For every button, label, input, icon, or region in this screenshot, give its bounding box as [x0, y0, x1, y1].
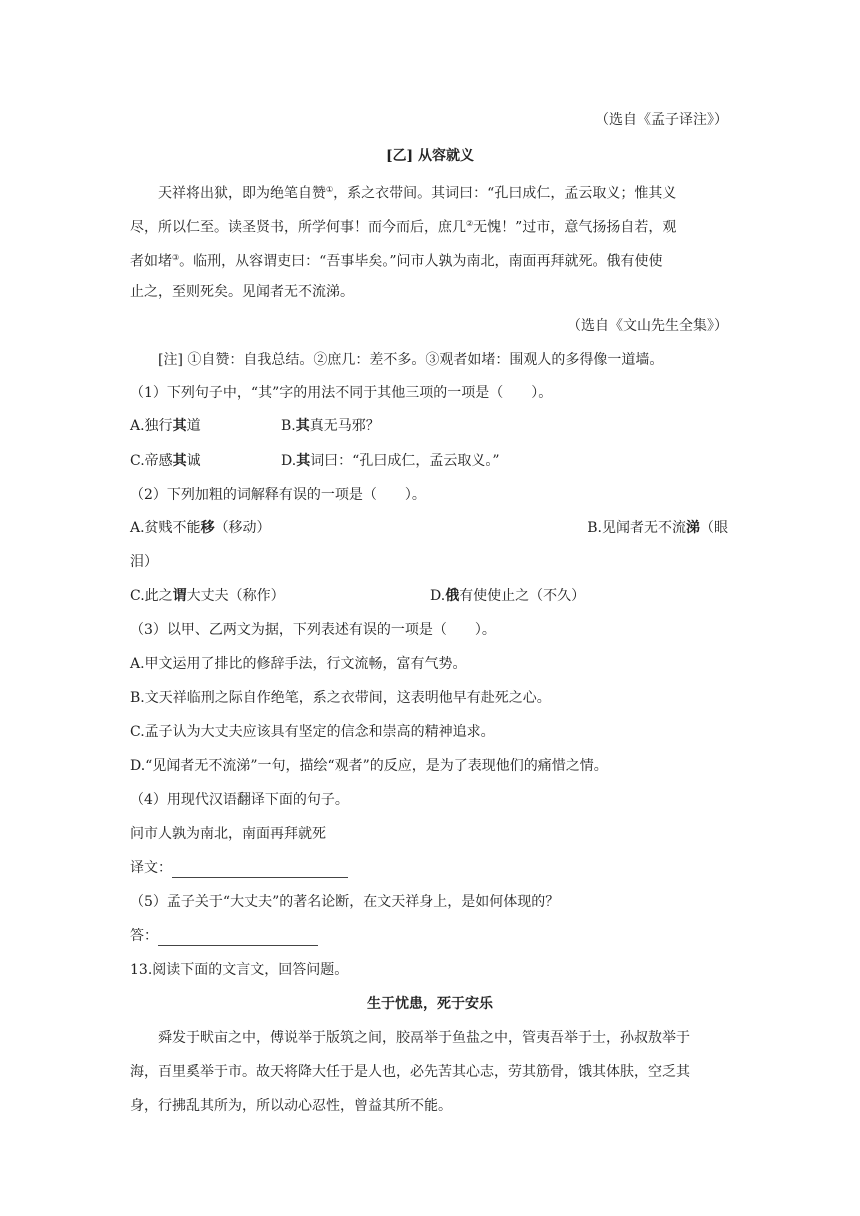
question-1-option-d: D.其词曰：“孔曰成仁，孟云取义。”: [281, 453, 500, 469]
question-1-option-a: A.独行其道: [130, 418, 201, 434]
question-2-option-b-wrap: 泪）: [130, 554, 158, 570]
question-3-option-b: B.文天祥临刑之际自作绝笔，系之衣带间，这表明他早有赴死之心。: [130, 690, 551, 706]
question-4-answer-line: 译文：: [130, 858, 348, 878]
passage-13-line-3: 身，行拂乱其所为，所以动心忍性，曾益其所不能。: [130, 1098, 452, 1114]
passage-yi-line-4: 止之，至则死矣。见闻者无不流涕。: [130, 284, 354, 300]
question-2-option-b: B.见闻者无不流涕（眼: [587, 520, 728, 536]
question-1-option-c: C.帝感其诚: [130, 453, 201, 469]
question-1-stem: （1）下列句子中，“其”字的用法不同于其他三项的一项是（ ）。: [130, 385, 553, 401]
question-3-stem: （3）以甲、乙两文为据，下列表述有误的一项是（ ）。: [130, 622, 496, 638]
question-3-option-a: A.甲文运用了排比的修辞手法，行文流畅，富有气势。: [130, 656, 467, 672]
translation-blank[interactable]: [172, 863, 348, 878]
question-5-answer-line: 答：: [130, 926, 318, 946]
question-13-stem: 13.阅读下面的文言文，回答问题。: [130, 962, 349, 978]
passage-yi-line-3: 者如堵③。临刑，从容谓吏曰：“吾事毕矣。”问市人孰为南北，南面再拜就死。俄有使使: [130, 253, 663, 270]
question-2-option-d: D.俄有使使止之（不久）: [430, 588, 586, 604]
source-wenshan: （选自《文山先生全集》）: [567, 318, 728, 334]
passage-13-line-2: 海，百里奚举于市。故天将降大任于是人也，必先苦其心志，劳其筋骨，饿其体肤，空乏其: [130, 1064, 690, 1080]
answer-blank[interactable]: [158, 931, 318, 946]
section-title-13: 生于忧患，死于安乐: [367, 996, 493, 1012]
question-4-stem: （4）用现代汉语翻译下面的句子。: [130, 792, 349, 808]
passage-13-line-1: 舜发于畎亩之中，傅说举于版筑之间，胶鬲举于鱼盐之中，管夷吾举于士，孙叔敖举于: [158, 1030, 690, 1046]
question-2-option-c: C.此之谓大丈夫（称作）: [130, 588, 285, 604]
source-mengzi: （选自《孟子译注》）: [595, 112, 728, 128]
question-2-stem: （2）下列加粗的词解释有误的一项是（ ）。: [130, 487, 426, 503]
question-4-sentence: 问市人孰为南北，南面再拜就死: [130, 826, 326, 842]
question-5-stem: （5）孟子关于“大丈夫”的著名论断，在文天祥身上，是如何体现的？: [130, 894, 560, 910]
question-3-option-c: C.孟子认为大丈夫应该具有坚定的信念和崇高的精神追求。: [130, 724, 495, 740]
section-title-yi: [乙] 从容就义: [385, 148, 475, 164]
question-1-option-b: B.其真无马邪？: [281, 418, 380, 434]
question-3-option-d: D.“见闻者无不流涕”一句，描绘“观者”的反应，是为了表现他们的痛惜之情。: [130, 758, 608, 774]
annotation-note: [注] ①自赞：自我总结。②庶几：差不多。③观者如堵：围观人的多得像一道墙。: [158, 352, 664, 368]
question-2-option-a: A.贫贱不能移（移动）: [130, 520, 271, 536]
passage-yi-line-1: 天祥将出狱，即为绝笔自赞①，系之衣带间。其词曰：“孔曰成仁，孟云取义；惟其义: [158, 185, 677, 202]
passage-yi-line-2: 尽，所以仁至。读圣贤书，所学何事！而今而后，庶几②无愧！”过市，意气扬扬自若，观: [130, 219, 677, 236]
